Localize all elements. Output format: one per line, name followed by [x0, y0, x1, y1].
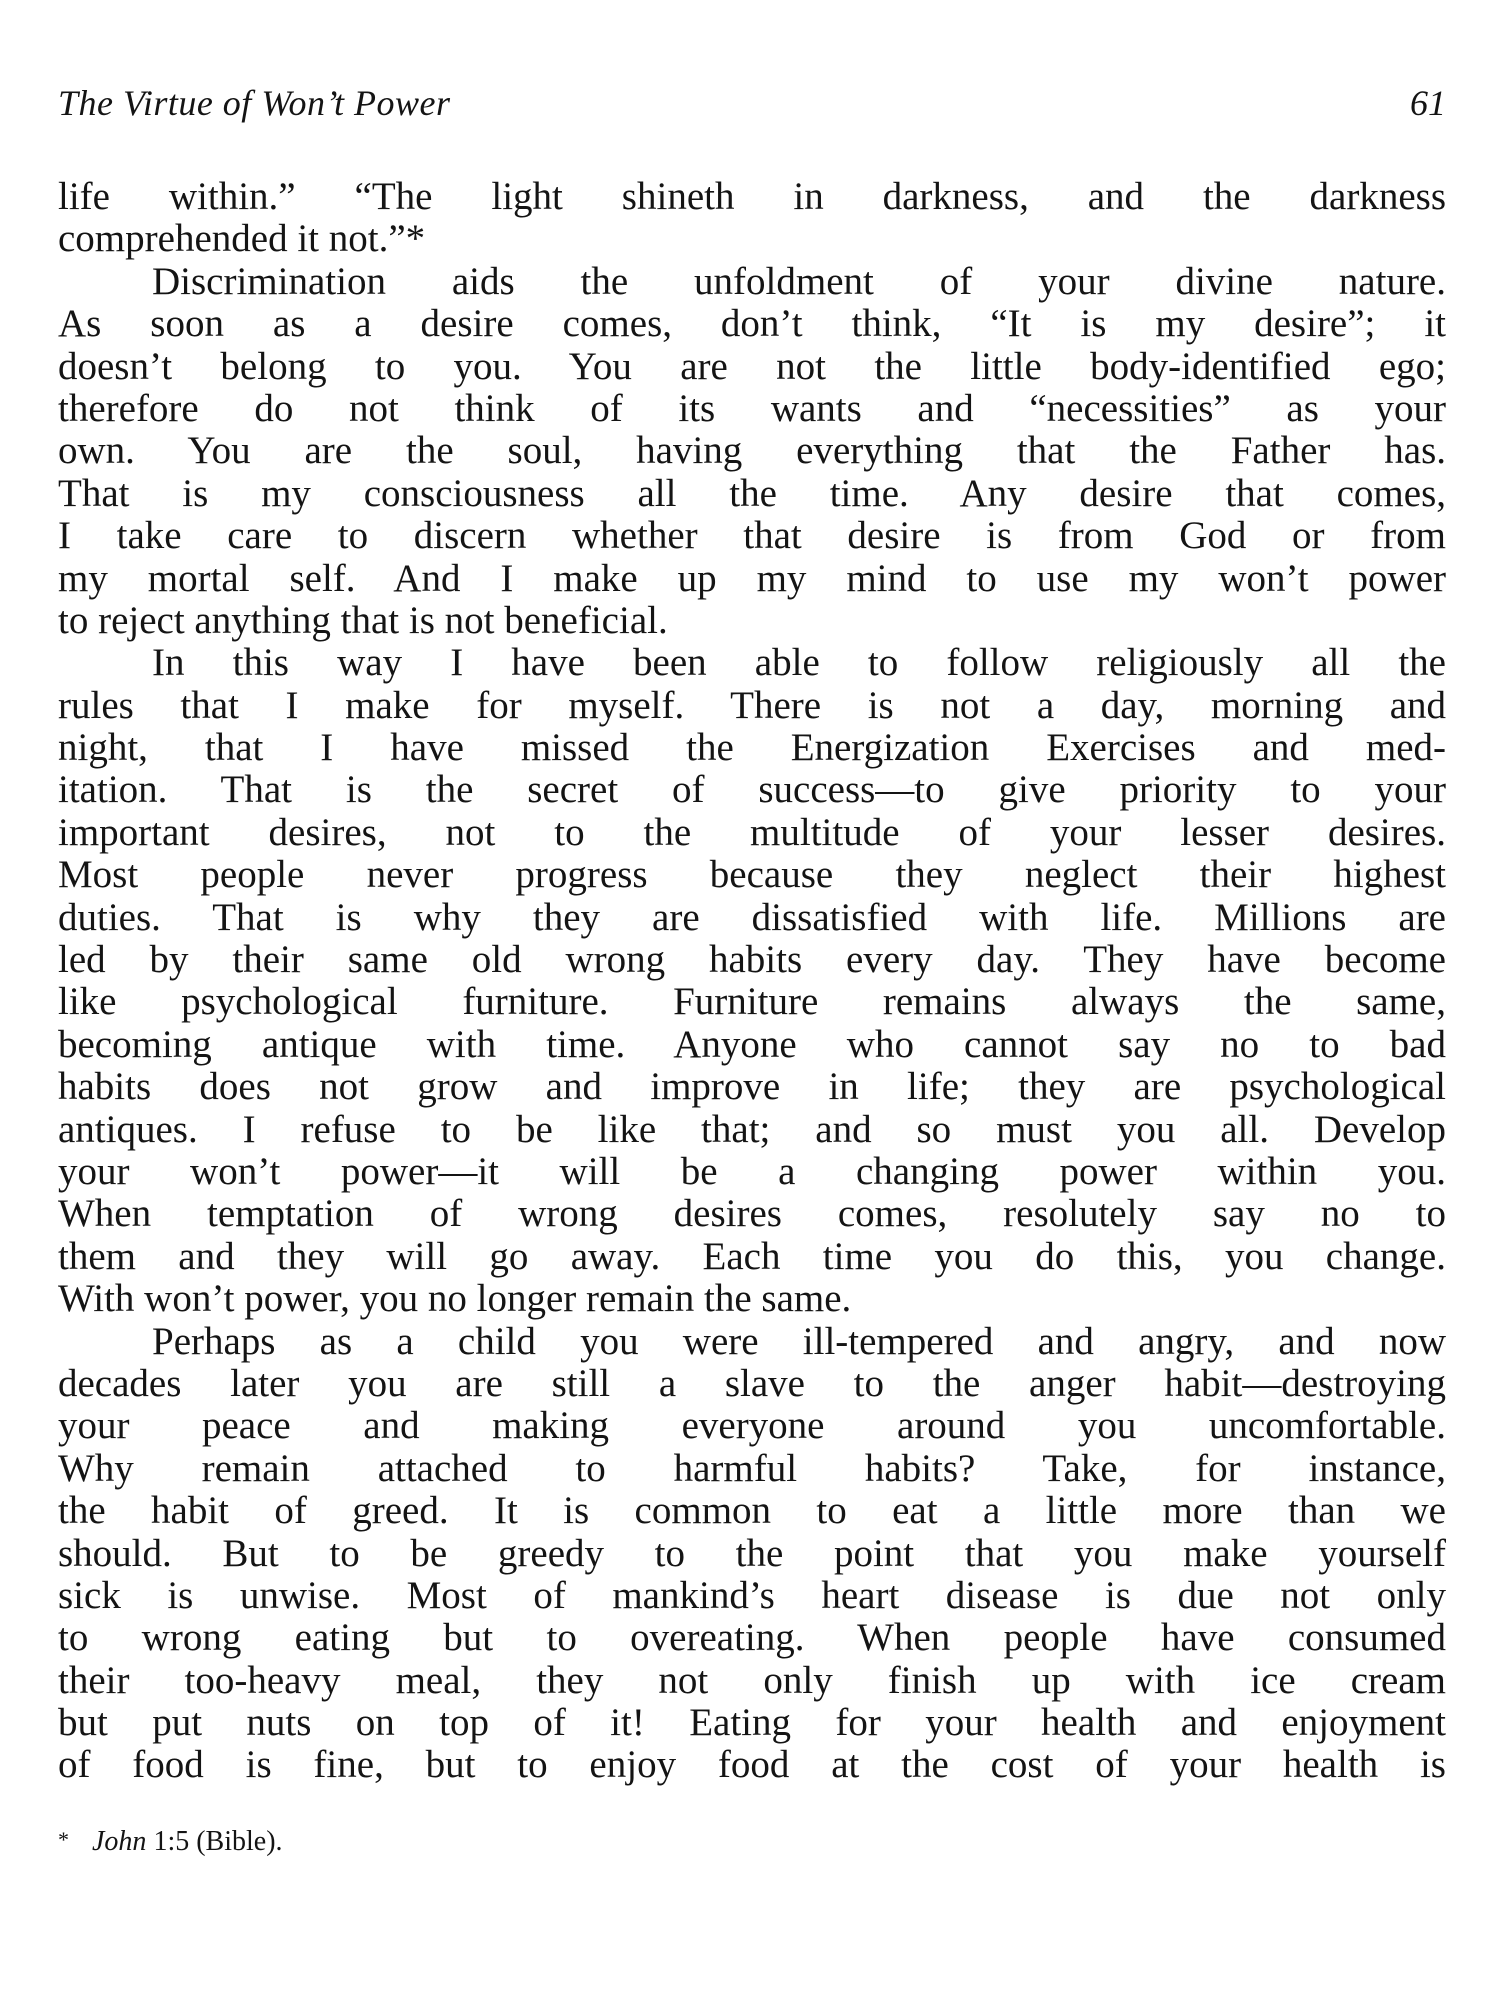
text-line: I take care to discern whether that desire is from God or from [58, 515, 1446, 558]
running-title: The Virtue of Won’t Power [58, 83, 451, 123]
text-line: Most people never progress because they neglect their highest [58, 854, 1446, 897]
text-line: to wrong eating but to overeating. When people have consumed [58, 1617, 1446, 1660]
text-line: should. But to be greedy to the point that you make yourself [58, 1532, 1446, 1575]
text-line: antiques. I refuse to be like that; and so must you all. Develop [58, 1108, 1446, 1151]
text-line: night, that I have missed the Energization Exercises and med- [58, 727, 1446, 770]
text-line: That is my consciousness all the time. Any desire that comes, [58, 472, 1446, 515]
text-line: own. You are the soul, having everything that the Father has. [58, 430, 1446, 473]
text-line: rules that I make for myself. There is not a day, morning and [58, 684, 1446, 727]
text-line: led by their same old wrong habits every day. They have become [58, 939, 1446, 982]
text-line: Discrimination aids the unfoldment of your divine nature. [152, 260, 1446, 303]
text-line: of food is fine, but to enjoy food at the cost of your health is [58, 1744, 1446, 1787]
text-line: life within.” “The light shineth in darkness, and the darkness [58, 176, 1446, 218]
text-line: therefore do not think of its wants and “necessities” as your [58, 387, 1446, 430]
text-line: Why remain attached to harmful habits? Take, for instance, [58, 1447, 1446, 1490]
text-line: With won’t power, you no longer remain the same. [58, 1278, 852, 1321]
text-line: my mortal self. And I make up my mind to use my won’t power [58, 557, 1446, 600]
text-line: your peace and making everyone around you uncomfortable. [58, 1405, 1446, 1448]
text-line: Perhaps as a child you were ill-tempered and angry, and now [152, 1320, 1446, 1363]
text-line: comprehended it not.”* [58, 218, 426, 261]
footnote [58, 1818, 1446, 1862]
text-line: like psychological furniture. Furniture remains always the same, [58, 981, 1446, 1024]
text-line: to reject anything that is not beneficial. [58, 599, 668, 642]
text-line: but put nuts on top of it! Eating for your health and enjoyment [58, 1702, 1446, 1745]
text-line: duties. That is why they are dissatisfied with life. Millions are [58, 896, 1446, 939]
text-line: As soon as a desire comes, don’t think, “It is my desire”; it [58, 303, 1446, 346]
text-line: itation. That is the secret of success—to give priority to your [58, 769, 1446, 812]
footnote-marker: * [58, 1827, 69, 1852]
text-line: habits does not grow and improve in life; they are psychological [58, 1066, 1446, 1109]
page-number: 61 [1410, 83, 1446, 123]
text-line: your won’t power—it will be a changing power within you. [58, 1150, 1446, 1193]
footnote-book: John [92, 1826, 147, 1857]
text-line: their too-heavy meal, they not only finish up with ice cream [58, 1659, 1446, 1702]
footnote-reference: 1:5 (Bible). [146, 1826, 283, 1857]
text-line: the habit of greed. It is common to eat a little more than we [58, 1490, 1446, 1533]
text-line: them and they will go away. Each time you do this, you change. [58, 1235, 1446, 1278]
body-text [58, 176, 1446, 1796]
text-line: When temptation of wrong desires comes, resolutely say no to [58, 1193, 1446, 1236]
running-head [58, 78, 1446, 128]
text-line: doesn’t belong to you. You are not the little body-identified ego; [58, 345, 1446, 388]
text-line: decades later you are still a slave to the anger habit—destroying [58, 1362, 1446, 1405]
text-line: important desires, not to the multitude of your lesser desires. [58, 811, 1446, 854]
text-line: sick is unwise. Most of mankind’s heart disease is due not only [58, 1574, 1446, 1617]
text-line: becoming antique with time. Anyone who cannot say no to bad [58, 1023, 1446, 1066]
text-line: In this way I have been able to follow religiously all the [152, 642, 1446, 685]
